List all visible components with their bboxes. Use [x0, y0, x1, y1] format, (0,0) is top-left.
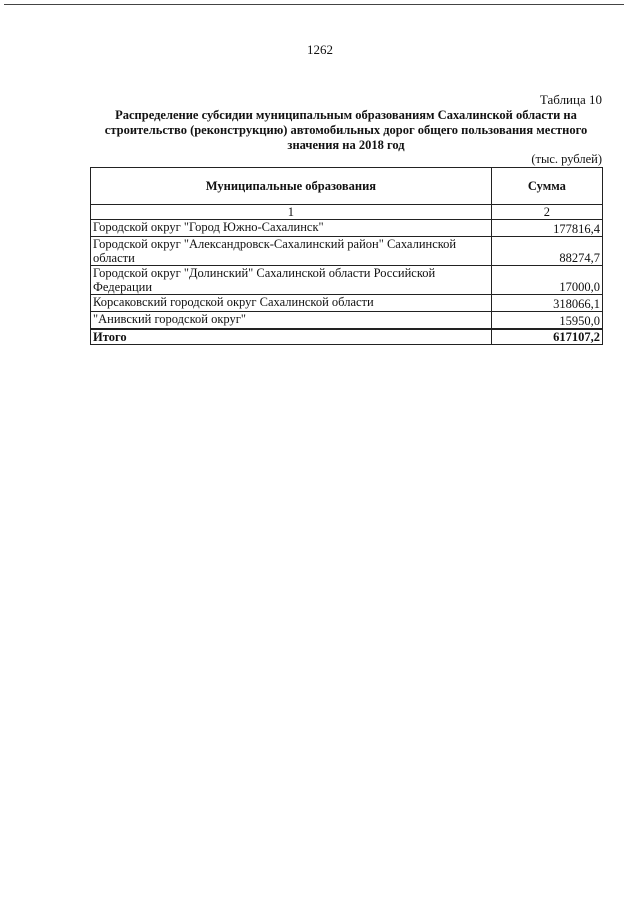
total-label: Итого [91, 329, 492, 345]
subsidy-sum: 17000,0 [491, 266, 602, 295]
municipality-name: Городской округ "Город Южно-Сахалинск" [91, 220, 492, 237]
total-row [91, 329, 603, 345]
subsidy-sum: 318066,1 [491, 295, 602, 312]
column-number: 1 [91, 205, 492, 220]
total-sum: 617107,2 [491, 329, 602, 345]
table-header-row [91, 168, 603, 205]
table-label: Таблица 10 [539, 92, 602, 107]
municipality-name: Городской округ "Александровск-Сахалинский район" Сахалинской области [91, 237, 492, 266]
subsidy-sum: 177816,4 [491, 220, 602, 237]
table-row [91, 237, 603, 266]
page-number: 1262 [307, 42, 333, 57]
table-row [91, 266, 603, 295]
municipality-name: Корсаковский городской округ Сахалинской области [91, 295, 492, 312]
header-sum: Сумма [491, 168, 602, 205]
header-municipalities: Муниципальные образования [91, 168, 492, 205]
subsidy-sum: 15950,0 [491, 312, 602, 330]
municipality-name: "Анивский городской округ" [91, 312, 492, 330]
units-label: (тыс. рублей) [531, 152, 602, 166]
table-row [91, 295, 603, 312]
table-row [91, 312, 603, 330]
subsidy-sum: 88274,7 [491, 237, 602, 266]
municipality-name: Городской округ "Долинский" Сахалинской области Российской Федерации [91, 266, 492, 295]
subsidy-table [90, 167, 603, 345]
document-title: Распределение субсидии муниципальным образованиям Сахалинской области на строительство (реконструкцию) автомобильных дорог общего пользования местного значения на 2018 год [104, 108, 588, 152]
scan-top-border [4, 4, 624, 5]
column-number-row [91, 205, 603, 220]
table-row [91, 220, 603, 237]
column-number: 2 [491, 205, 602, 220]
